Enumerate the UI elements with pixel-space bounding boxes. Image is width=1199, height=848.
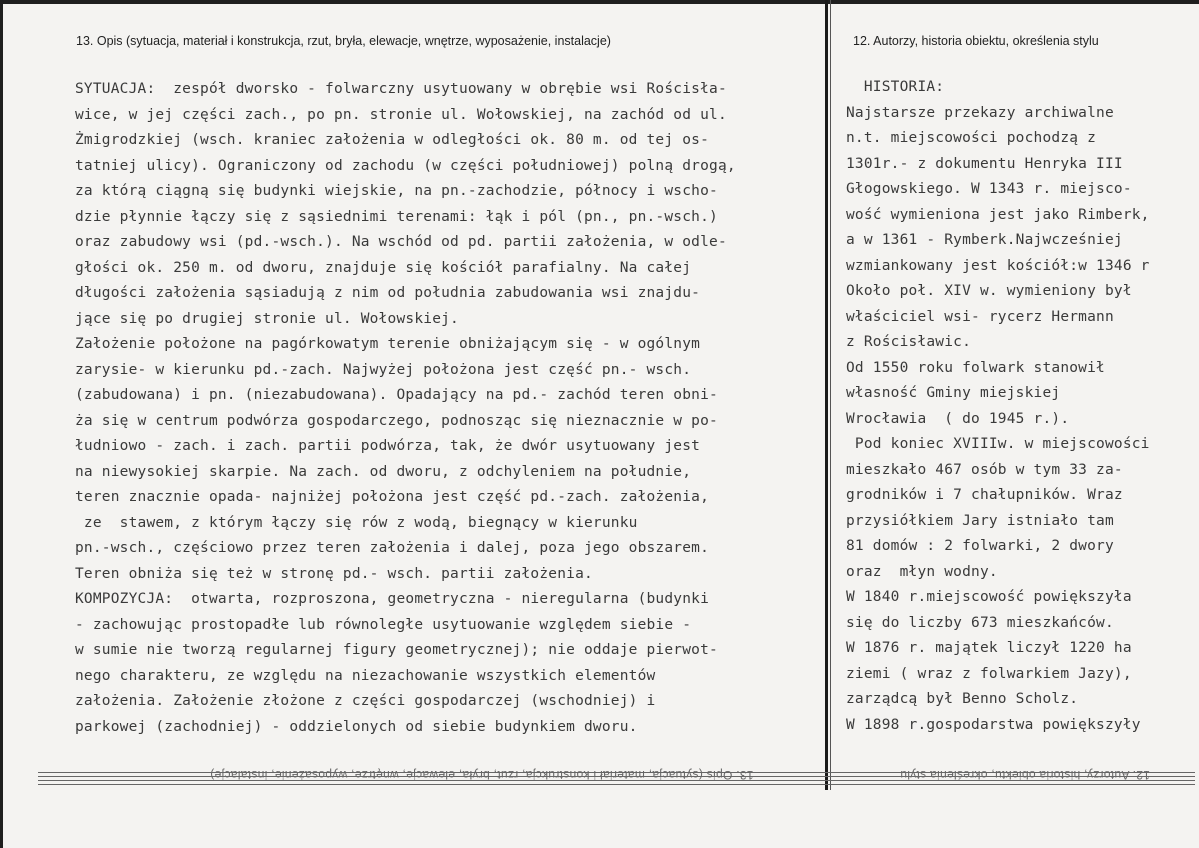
section-12-line: W 1840 r.miejscowość powiększyła bbox=[846, 589, 1132, 605]
section-13-line: założenia. Założenie złożone z części gospodarczej (wschodniej) i bbox=[75, 693, 656, 709]
section-13-line: SYTUACJA: zespół dworsko - folwarczny usytuowany w obrębie wsi Rościsła- bbox=[75, 81, 727, 97]
section-12-line: zarządcą był Benno Scholz. bbox=[846, 691, 1079, 707]
section-13-line: Żmigrodzkiej (wsch. kraniec założenia w odległości ok. 80 m. od tej os- bbox=[75, 132, 710, 148]
section-13-line: ze stawem, z którym łączy się rów z wodą, biegnący w kierunku bbox=[75, 514, 638, 531]
section-13-line: łudniowo - zach. i zach. partii podwórza, tak, że dwór usytuowany jest bbox=[75, 438, 701, 454]
page-border-left bbox=[0, 0, 3, 848]
section-12-line: n.t. miejscowości pochodzą z bbox=[846, 130, 1097, 146]
section-13-line: pn.-wsch., częściowo przez teren założenia i dalej, poza jego obszarem. bbox=[75, 540, 710, 556]
bleed-through-text-left: 13. Opis (sytuacja, materiał i konstrukcja, rzut, bryła, elewacje, wnętrze, wyposażenie, instalacje) bbox=[210, 768, 754, 782]
section-13-line: ża się w centrum podwórza gospodarczego, podnosząc się nieznacznie w po- bbox=[75, 412, 718, 429]
section-13-line: tatniej ulicy). Ograniczony od zachodu (w części południowej) polną drogą, bbox=[75, 157, 736, 174]
section-13-line: (zabudowana) i pn. (niezabudowana). Opadający na pd.- zachód teren obni- bbox=[75, 387, 718, 403]
section-13-line: - zachowując prostopadłe lub równoległe usytuowanie względem siebie - bbox=[75, 616, 692, 633]
section-12-line: przysiółkiem Jary istniało tam bbox=[846, 512, 1114, 529]
section-13-line: Założenie położone na pagórkowatym terenie obniżającym się - w ogólnym bbox=[75, 336, 701, 352]
section-12-line: HISTORIA: bbox=[846, 79, 945, 95]
section-13-line: w sumie nie tworzą regularnej figury geometrycznej); nie oddaje pierwot- bbox=[75, 642, 718, 658]
section-13-line: jące się po drugiej stronie ul. Wołowskiej. bbox=[75, 310, 459, 327]
section-13-body bbox=[75, 77, 820, 740]
section-12-line: grodników i 7 chałupników. Wraz bbox=[846, 487, 1123, 503]
section-13-line: za którą ciągną się budynki wiejskie, na pn.-zachodzie, północy i wscho- bbox=[75, 183, 718, 199]
section-13-line: głości ok. 250 m. od dworu, znajduje się kościół parafialny. Na całej bbox=[75, 259, 692, 276]
section-13-line: parkowej (zachodniej) - oddzielonych od siebie budynkiem dworu. bbox=[75, 718, 638, 735]
section-13-line: na niewysokiej skarpie. Na zach. od dworu, z odchyleniem na południe, bbox=[75, 463, 692, 480]
section-12-body bbox=[846, 75, 1196, 738]
section-12-line: oraz młyn wodny. bbox=[846, 563, 998, 580]
section-13-line: nego charakteru, ze względu na niezachowanie wszystkich elementów bbox=[75, 667, 656, 684]
section-13-line: zarysie- w kierunku pd.-zach. Najwyżej położona jest część pn.- wsch. bbox=[75, 361, 692, 378]
column-divider-thin bbox=[830, 0, 831, 790]
section-12-line: ziemi ( wraz z folwarkiem Jazy), bbox=[846, 665, 1132, 682]
bleed-through-text-right: 12. Autorzy, historia obiektu, określenia stylu bbox=[900, 768, 1150, 782]
section-13-line: wice, w jej części zach., po pn. stronie ul. Wołowskiej, na zachód od ul. bbox=[75, 106, 727, 123]
section-12-line: Około poł. XIV w. wymieniony był bbox=[846, 283, 1132, 299]
section-12-line: z Rościsławic. bbox=[846, 334, 972, 350]
page-border-top bbox=[0, 0, 1199, 4]
section-12-line: Pod koniec XVIIIw. w miejscowości bbox=[846, 436, 1150, 452]
section-12-line: 1301r.- z dokumentu Henryka III bbox=[846, 155, 1123, 172]
section-13-line: oraz zabudowy wsi (pd.-wsch.). Na wschód od pd. partii założenia, w odle- bbox=[75, 234, 727, 250]
section-13-heading: 13. Opis (sytuacja, materiał i konstrukcja, rzut, bryła, elewacje, wnętrze, wyposażenie, instalacje) bbox=[76, 34, 611, 48]
section-13-line: długości założenia sąsiadują z nim od południa zabudowania wsi znajdu- bbox=[75, 285, 701, 301]
section-12-line: Głogowskiego. W 1343 r. miejsco- bbox=[846, 181, 1132, 197]
section-12-line: W 1876 r. majątek liczył 1220 ha bbox=[846, 640, 1132, 656]
section-12-line: Od 1550 roku folwark stanowił bbox=[846, 359, 1105, 376]
section-13-line: Teren obniża się też w stronę pd.- wsch. partii założenia. bbox=[75, 565, 593, 582]
section-12-line: 81 domów : 2 folwarki, 2 dwory bbox=[846, 538, 1114, 554]
section-13-line: KOMPOZYCJA: otwarta, rozproszona, geometryczna - nieregularna (budynki bbox=[75, 591, 710, 607]
section-12-line: właściciel wsi- rycerz Hermann bbox=[846, 308, 1114, 325]
column-divider bbox=[825, 0, 828, 790]
section-13-line: teren znacznie opada- najniżej położona jest część pd.-zach. założenia, bbox=[75, 489, 710, 505]
section-12-line: wość wymieniona jest jako Rimberk, bbox=[846, 206, 1150, 223]
section-12-line: mieszkało 467 osób w tym 33 za- bbox=[846, 461, 1123, 478]
section-12-line: Najstarsze przekazy archiwalne bbox=[846, 104, 1114, 121]
section-12-line: a w 1361 - Rymberk.Najwcześniej bbox=[846, 232, 1123, 248]
section-13-line: dzie płynnie łączy się z sąsiednimi terenami: łąk i pól (pn., pn.-wsch.) bbox=[75, 208, 718, 225]
section-12-line: wzmiankowany jest kościół:w 1346 r bbox=[846, 257, 1150, 274]
section-12-line: się do liczby 673 mieszkańców. bbox=[846, 614, 1114, 631]
section-12-heading: 12. Autorzy, historia obiektu, określenia stylu bbox=[853, 34, 1099, 48]
section-12-line: Wrocławia ( do 1945 r.). bbox=[846, 410, 1070, 427]
section-12-line: własność Gminy miejskiej bbox=[846, 385, 1061, 401]
section-12-line: W 1898 r.gospodarstwa powiększyły bbox=[846, 716, 1141, 733]
